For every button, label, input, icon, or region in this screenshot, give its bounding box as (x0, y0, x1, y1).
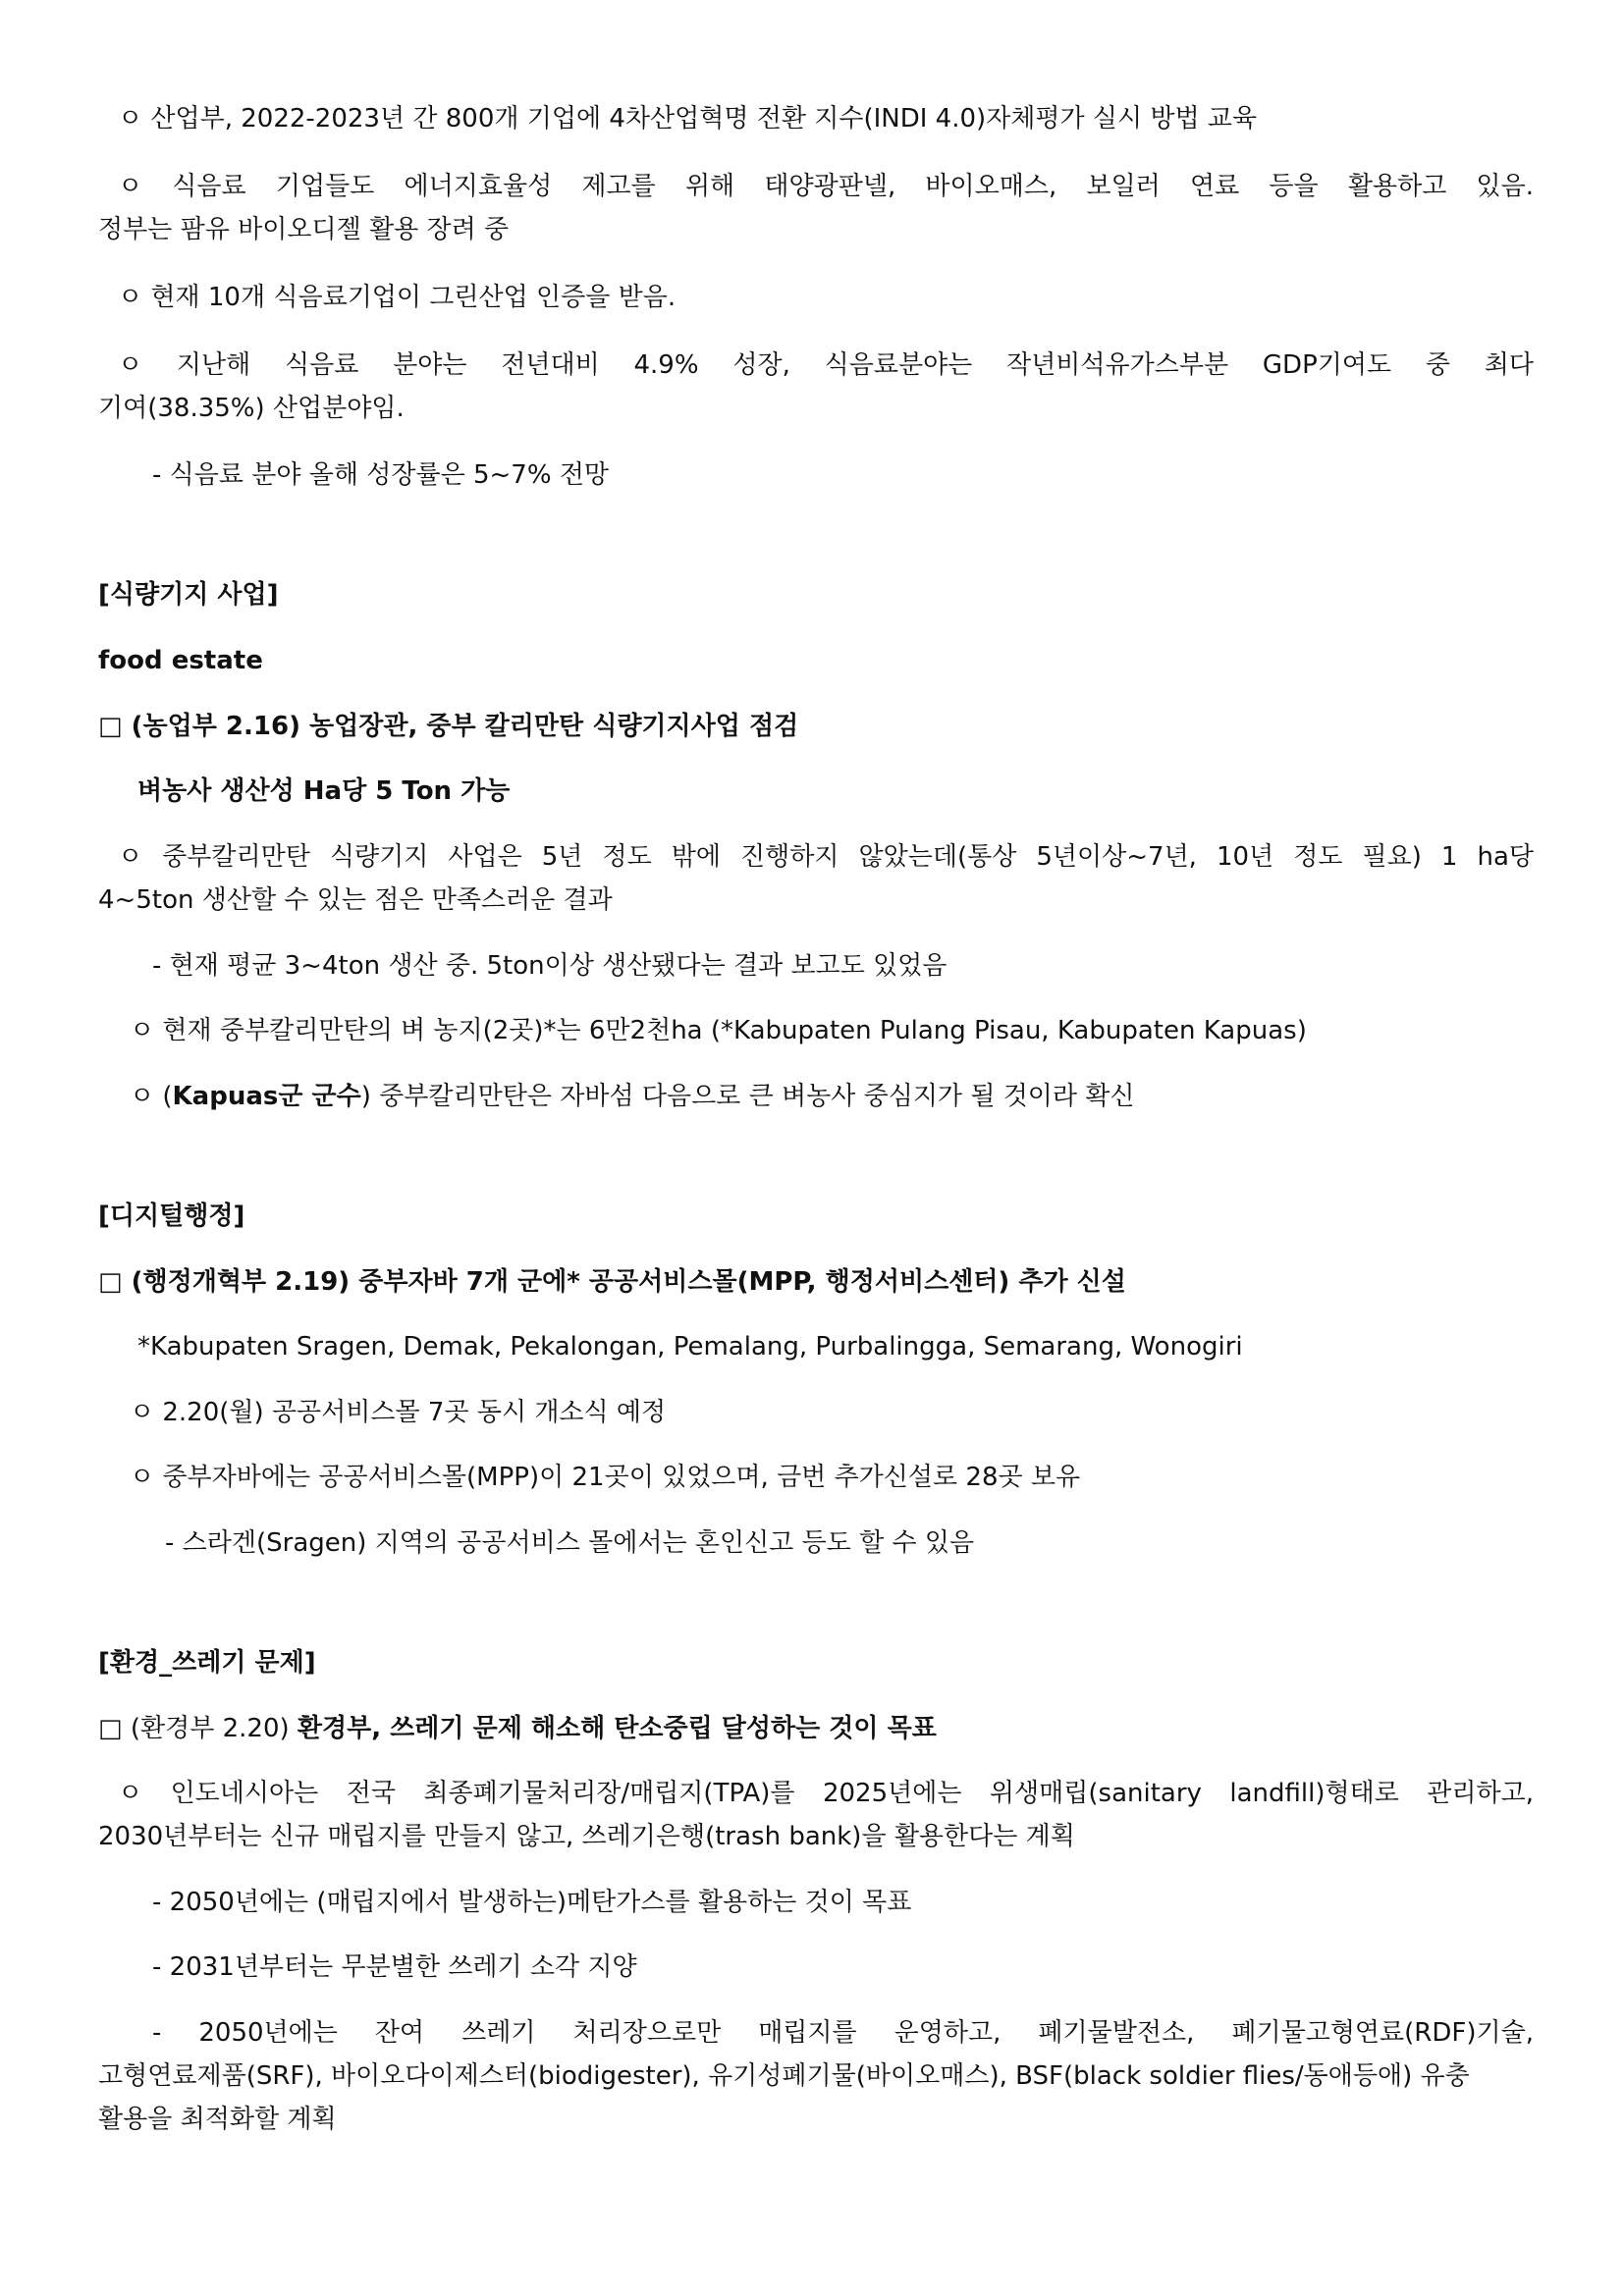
news-title-text: (행정개혁부 2.19) 중부자바 7개 군에* 공공서비스몰(MPP, 행정서비스센터) 추가 신설 (131, 1267, 1126, 1297)
bullet-paragraph-line: ㅇ 중부칼리만탄 식량기지 사업은 5년 정도 밖에 진행하지 않았는데(통상 5년이상~7년, 10년 정도 필요) 1 ha당 (118, 842, 1534, 872)
bullet-paragraph: ㅇ 현재 10개 식음료기업이 그린산업 인증을 받음. (118, 283, 677, 312)
news-title-text: 환경부, 쓰레기 문제 해소해 탄소중립 달성하는 것이 목표 (297, 1714, 937, 1743)
sub-item: - 식음료 분야 올해 성장률은 5~7% 전망 (152, 460, 610, 490)
news-subtitle: 벼농사 생산성 Ha당 5 Ton 가능 (137, 776, 511, 806)
news-title (98, 1260, 1534, 1304)
section-subheading: food estate (98, 646, 263, 675)
bullet-paragraph-line: 기여(38.35%) 산업분야임. (98, 394, 405, 423)
sub-item: - 현재 평균 3~4ton 생산 중. 5ton이상 생산됐다는 결과 보고도 있었음 (152, 951, 947, 981)
news-title-prefix: (환경부 2.20) (130, 1714, 290, 1743)
sub-item-line: 활용을 최적화할 계획 (98, 2105, 337, 2134)
bullet-paragraph (130, 1075, 1135, 1118)
checkbox-square-icon: □ (98, 1267, 123, 1297)
bold-phrase: Kapuas군 군수 (172, 1082, 361, 1111)
section-heading: [디지털행정] (98, 1201, 245, 1231)
bullet-prefix: ㅇ ( (130, 1082, 173, 1111)
checkbox-square-icon: □ (98, 1714, 123, 1743)
bullet-paragraph-line: 2030년부터는 신규 매립지를 만들지 않고, 쓰레기은행(trash bank)을 활용한다는 계획 (98, 1822, 1075, 1851)
section-heading: [환경_쓰레기 문제] (98, 1648, 316, 1678)
bullet-text: ) 중부칼리만탄은 자바섬 다음으로 큰 벼농사 중심지가 될 것이라 확신 (360, 1082, 1135, 1111)
bullet-paragraph-line: 4~5ton 생산할 수 있는 점은 만족스러운 결과 (98, 885, 613, 915)
bullet-paragraph: ㅇ 산업부, 2022-2023년 간 800개 기업에 4차산업혁명 전환 지수(INDI 4.0)자체평가 실시 방법 교육 (118, 104, 1258, 133)
bullet-paragraph-line: ㅇ 식음료 기업들도 에너지효율성 제고를 위해 태양광판넬, 바이오매스, 보일러 연료 등을 활용하고 있음. (118, 172, 1534, 201)
bullet-paragraph-line: ㅇ 인도네시아는 전국 최종폐기물처리장/매립지(TPA)를 2025년에는 위생매립(sanitary landfill)형태로 관리하고, (118, 1779, 1534, 1808)
sub-item-line: 고형연료제품(SRF), 바이오다이제스터(biodigester), 유기성폐기물(바이오매스), BSF(black soldier flies/동애등애) 유충 (98, 2061, 1470, 2091)
footnote: *Kabupaten Sragen, Demak, Pekalongan, Pemalang, Purbalingga, Semarang, Wonogiri (137, 1332, 1243, 1362)
sub-item: - 2050년에는 (매립지에서 발생하는)메탄가스를 활용하는 것이 목표 (152, 1888, 912, 1917)
sub-item-line: - 2050년에는 잔여 쓰레기 처리장으로만 매립지를 운영하고, 폐기물발전소, 폐기물고형연료(RDF)기술, (152, 2018, 1534, 2048)
bullet-paragraph-line: 정부는 팜유 바이오디젤 활용 장려 중 (98, 215, 510, 244)
bullet-paragraph: ㅇ 중부자바에는 공공서비스몰(MPP)이 21곳이 있었으며, 금번 추가신설로 28곳 보유 (130, 1463, 1081, 1492)
checkbox-square-icon: □ (98, 712, 123, 741)
bullet-paragraph: ㅇ 2.20(월) 공공서비스몰 7곳 동시 개소식 예정 (130, 1398, 667, 1427)
news-title-text: (농업부 2.16) 농업장관, 중부 칼리만탄 식량기지사업 점검 (131, 712, 799, 741)
sub-item: - 스라겐(Sragen) 지역의 공공서비스 몰에서는 혼인신고 등도 할 수 있음 (165, 1528, 975, 1558)
news-title (98, 705, 1534, 748)
bullet-paragraph: ㅇ 현재 중부칼리만탄의 벼 농지(2곳)*는 6만2천ha (*Kabupaten Pulang Pisau, Kabupaten Kapuas) (130, 1016, 1307, 1045)
section-heading: [식량기지 사업] (98, 580, 279, 610)
bullet-paragraph-line: ㅇ 지난해 식음료 분야는 전년대비 4.9% 성장, 식음료분야는 작년비석유가스부분 GDP기여도 중 최다 (118, 350, 1534, 380)
news-title (98, 1707, 1534, 1750)
sub-item: - 2031년부터는 무분별한 쓰레기 소각 지양 (152, 1952, 637, 1982)
